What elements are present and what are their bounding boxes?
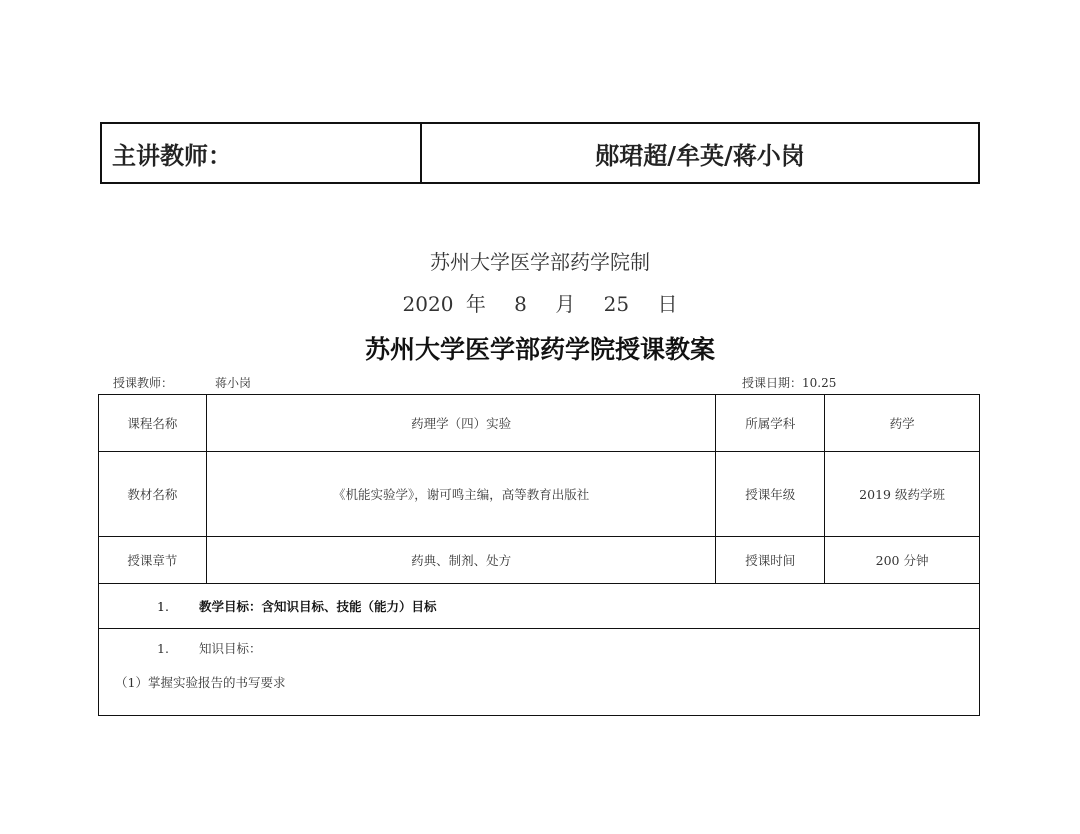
course-name-value: 药理学（四）实验 xyxy=(206,395,715,452)
table-row xyxy=(99,395,980,452)
grade-label: 授课年级 xyxy=(716,452,825,537)
chapter-label: 授课章节 xyxy=(99,537,207,584)
duration-label: 授课时间 xyxy=(716,537,825,584)
textbook-value: 《机能实验学》，谢可鸣主编，高等教育出版社 xyxy=(206,452,715,537)
table-row xyxy=(99,584,980,629)
date-day: 25 xyxy=(603,292,630,316)
teacher-value: 蒋小岗 xyxy=(215,376,252,390)
lecturer-box xyxy=(100,122,980,184)
maker-line: 苏州大学医学部药学院制 xyxy=(430,250,650,274)
duration-value: 200 分钟 xyxy=(825,537,980,584)
lesson-plan-table xyxy=(98,394,980,716)
lecturer-names: 郧珺超/牟英/蒋小岗 xyxy=(595,140,805,170)
date-month: 8 xyxy=(514,292,527,316)
date-line xyxy=(0,288,1080,317)
date-month-unit: 月 xyxy=(555,292,576,316)
knowledge-number: 1. xyxy=(157,641,169,656)
teaching-goals-heading xyxy=(99,584,980,629)
subject-label: 所属学科 xyxy=(716,395,825,452)
knowledge-heading: 知识目标： xyxy=(198,641,262,656)
knowledge-goals-cell xyxy=(99,629,980,716)
knowledge-item: （1）掌握实验报告的书写要求 xyxy=(115,675,286,690)
goal-number: 1. xyxy=(157,599,169,614)
table-row xyxy=(99,629,980,716)
teacher-label: 授课教师： xyxy=(113,376,174,390)
textbook-label: 教材名称 xyxy=(99,452,207,537)
grade-value: 2019 级药学班 xyxy=(825,452,980,537)
chapter-value: 药典、制剂、处方 xyxy=(206,537,715,584)
table-row xyxy=(99,537,980,584)
date-day-unit: 日 xyxy=(657,292,678,316)
course-name-label: 课程名称 xyxy=(99,395,207,452)
page-title: 苏州大学医学部药学院授课教案 xyxy=(364,335,715,364)
subject-value: 药学 xyxy=(825,395,980,452)
lesson-date: 授课日期：10.25 xyxy=(742,376,837,390)
goal-heading-text: 教学目标：含知识目标、技能（能力）目标 xyxy=(198,599,437,614)
lecturer-label: 主讲教师： xyxy=(102,124,422,182)
date-year: 2020 xyxy=(402,292,454,316)
table-row xyxy=(99,452,980,537)
knowledge-heading-line xyxy=(99,639,979,657)
date-year-unit: 年 xyxy=(465,292,486,316)
